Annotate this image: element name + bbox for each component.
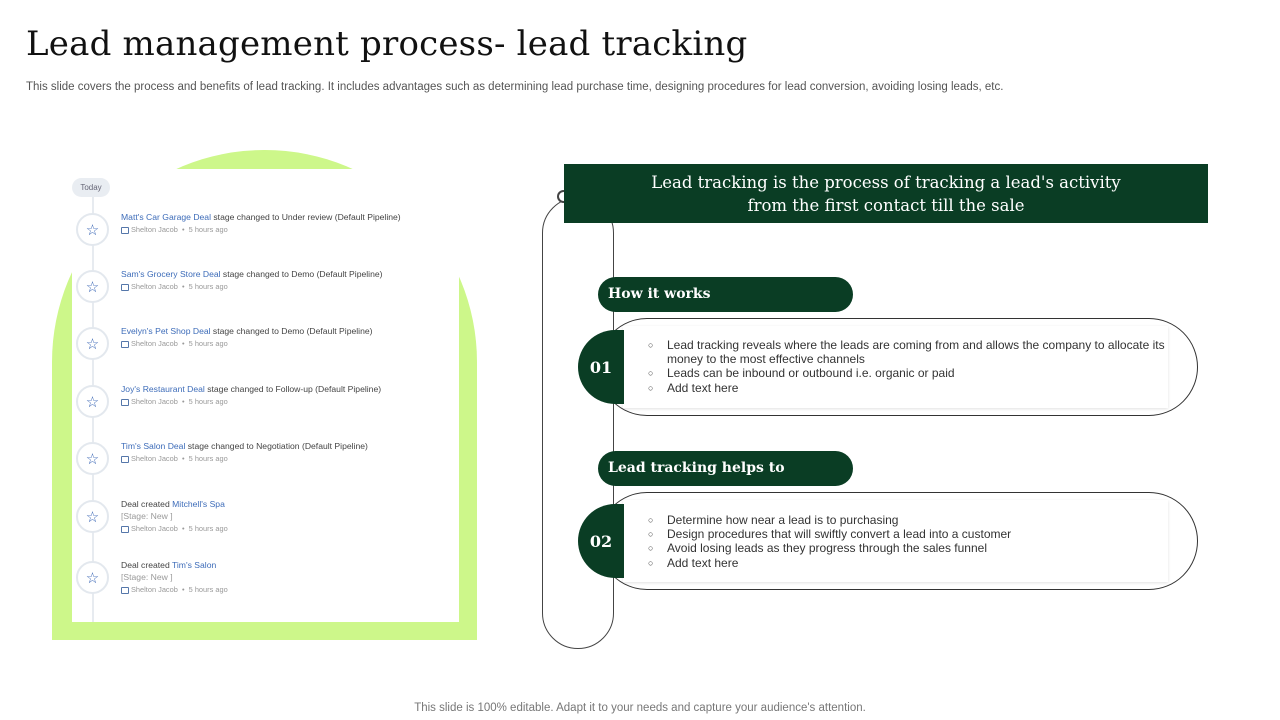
star-icon: ☆ [76,327,109,360]
slide-subtitle: This slide covers the process and benefits of lead tracking. It includes advantages such as determining lead purchase time, designing procedures for lead conversion, avoiding losing leads, etc. [26,81,1004,93]
slide-footer: This slide is 100% editable. Adapt it to your needs and capture your audience's attention. [414,702,866,714]
banner-line-1: Lead tracking is the process of tracking a lead's activity [651,172,1121,192]
feed-item-meta: Shelton Jacob • 5 hours ago [121,282,228,291]
deal-link[interactable]: Matt's Car Garage Deal [121,212,211,222]
feed-item-meta: Shelton Jacob • 5 hours ago [121,225,228,234]
step-number-01: 01 [578,330,624,404]
feed-item-time: 5 hours ago [188,282,228,291]
user-icon [121,456,129,463]
list-item: ○ Leads can be inbound or outbound i.e. organic or paid [648,366,1167,380]
deal-link[interactable]: Tim's Salon [171,560,217,570]
feed-item-time: 5 hours ago [188,397,228,406]
feed-item-prefix: Deal created [121,560,172,570]
feed-item-meta: Shelton Jacob • 5 hours ago [121,339,228,348]
feed-item-text [121,211,401,236]
feed-item-description: stage changed to Follow-up (Default Pipeline) [204,384,382,394]
definition-banner [564,164,1208,223]
feed-item-meta: Shelton Jacob • 5 hours ago [121,524,228,533]
user-icon [121,587,129,594]
user-icon [121,399,129,406]
list-item: ○ Add text here [648,556,1167,570]
deal-link[interactable]: Tim's Salon Deal [121,441,186,451]
feed-item-meta: Shelton Jacob • 5 hours ago [121,397,228,406]
feed-item [72,270,459,320]
feed-item-text [121,325,373,350]
user-icon [121,341,129,348]
feed-item [72,500,459,550]
feed-item-text [121,268,383,293]
list-item: ○ Lead tracking reveals where the leads are coming from and allows the company to allocate its money to the most effective channels [648,338,1167,366]
feed-item-text [121,498,228,535]
today-badge: Today [72,178,110,197]
feed-item-user: Shelton Jacob [131,397,178,406]
list-item: ○ Design procedures that will swiftly convert a lead into a customer [648,527,1167,541]
feed-item-user: Shelton Jacob [131,282,178,291]
feed-item-description: stage changed to Negotiation (Default Pipeline) [185,441,368,451]
feed-item-description: stage changed to Demo (Default Pipeline) [210,326,373,336]
activity-feed [72,169,459,622]
feed-item-user: Shelton Jacob [131,339,178,348]
star-icon: ☆ [76,213,109,246]
feed-item-description: stage changed to Demo (Default Pipeline) [220,269,383,279]
star-icon: ☆ [76,442,109,475]
star-icon: ☆ [76,561,109,594]
feed-item-text [121,383,381,408]
feed-item-stage: [Stage: New ] [121,572,173,582]
user-icon [121,526,129,533]
list-item: ○ Add text here [648,381,1167,395]
star-icon: ☆ [76,500,109,533]
connector-line [542,197,614,649]
feed-item-stage: [Stage: New ] [121,511,173,521]
feed-item-meta: Shelton Jacob • 5 hours ago [121,585,228,594]
slide-title: Lead management process- lead tracking [26,24,748,64]
lead-tracking-helps-pill: Lead tracking helps to [598,451,853,486]
list-item: ○ Avoid losing leads as they progress through the sales funnel [648,541,1167,555]
deal-link[interactable]: Joy's Restaurant Deal [121,384,205,394]
feed-item-text [121,559,228,596]
how-it-works-list [648,338,1167,395]
feed-item [72,442,459,492]
feed-item [72,561,459,611]
user-icon [121,227,129,234]
feed-item-time: 5 hours ago [188,339,228,348]
feed-item [72,385,459,435]
banner-line-2: from the first contact till the sale [747,195,1025,215]
star-icon: ☆ [76,270,109,303]
star-icon: ☆ [76,385,109,418]
feed-item-user: Shelton Jacob [131,454,178,463]
feed-item [72,213,459,263]
feed-item-time: 5 hours ago [188,454,228,463]
feed-item-text [121,440,368,465]
feed-item-time: 5 hours ago [188,524,228,533]
feed-item [72,327,459,377]
feed-item-prefix: Deal created [121,499,173,509]
user-icon [121,284,129,291]
deal-link[interactable]: Evelyn's Pet Shop Deal [121,326,211,336]
feed-item-user: Shelton Jacob [131,585,178,594]
step-number-02: 02 [578,504,624,578]
feed-item-time: 5 hours ago [188,225,228,234]
deal-link[interactable]: Mitchell's Spa [172,499,225,509]
deal-link[interactable]: Sam's Grocery Store Deal [121,269,221,279]
list-item: ○ Determine how near a lead is to purchasing [648,513,1167,527]
feed-item-meta: Shelton Jacob • 5 hours ago [121,454,228,463]
feed-item-time: 5 hours ago [188,585,228,594]
how-it-works-pill: How it works [598,277,853,312]
feed-item-user: Shelton Jacob [131,225,178,234]
feed-item-user: Shelton Jacob [131,524,178,533]
lead-tracking-helps-list [648,513,1167,570]
feed-item-description: stage changed to Under review (Default Pipeline) [211,212,401,222]
